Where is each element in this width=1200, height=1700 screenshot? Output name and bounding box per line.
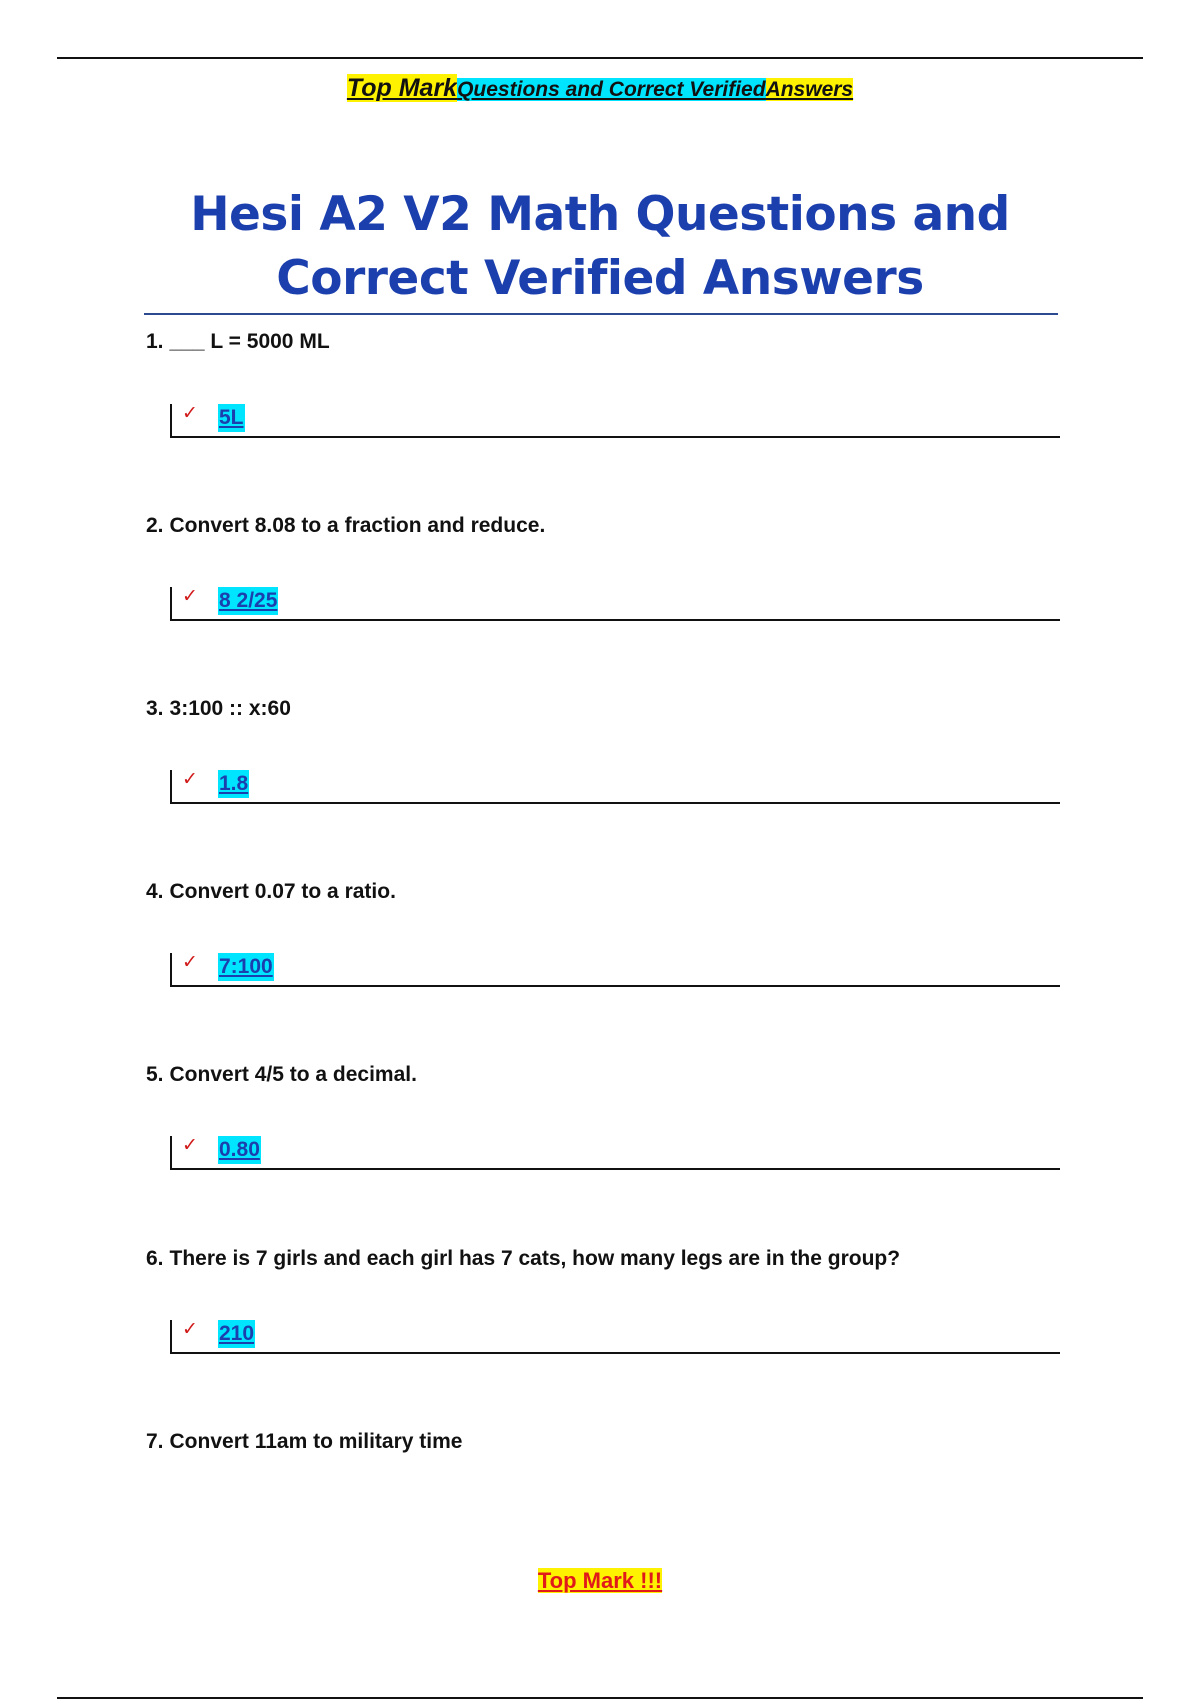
- question-text: ___ L = 5000 ML: [169, 330, 330, 353]
- check-mark-icon: ✓: [182, 402, 198, 424]
- check-mark-icon: ✓: [182, 768, 198, 790]
- question-text: Convert 4/5 to a decimal.: [169, 1063, 417, 1086]
- question-3: [146, 697, 1066, 721]
- check-mark-icon: ✓: [182, 585, 198, 607]
- answer-text: 1.8: [218, 770, 249, 798]
- bottom-rule: [57, 1697, 1143, 1699]
- question-text: Convert 11am to military time: [169, 1430, 463, 1453]
- question-text: 3:100 :: x:60: [169, 697, 291, 720]
- answer-3: [170, 770, 1060, 804]
- answer-text: 7:100: [218, 953, 274, 981]
- question-number: 6.: [146, 1247, 164, 1270]
- answer-text: 210: [218, 1320, 255, 1348]
- answer-1: [170, 404, 1060, 438]
- top-rule: [57, 57, 1143, 59]
- question-number: 2.: [146, 514, 164, 537]
- answer-text: 8 2/25: [218, 587, 278, 615]
- question-text: There is 7 girls and each girl has 7 cats, how many legs are in the group?: [169, 1247, 901, 1270]
- question-7: [146, 1430, 1066, 1454]
- header-tagline-end: Answers: [765, 78, 854, 101]
- question-text: Convert 0.07 to a ratio.: [169, 880, 396, 903]
- question-2: [146, 514, 1066, 538]
- question-text: Convert 8.08 to a fraction and reduce.: [169, 514, 546, 537]
- answer-2: [170, 587, 1060, 621]
- header-banner: [0, 74, 1200, 103]
- question-number: 3.: [146, 697, 164, 720]
- answer-text: 5L: [218, 404, 245, 432]
- header-brand: Top Mark: [346, 74, 458, 102]
- document-title: Hesi A2 V2 Math Questions and Correct Verified Answers: [190, 187, 1010, 306]
- footer-text: Top Mark !!!: [537, 1568, 663, 1593]
- header-tagline: Questions and Correct Verified: [457, 78, 766, 101]
- question-4: [146, 880, 1066, 904]
- check-mark-icon: ✓: [182, 1134, 198, 1156]
- check-mark-icon: ✓: [182, 951, 198, 973]
- answer-5: [170, 1136, 1060, 1170]
- answer-text: 0.80: [218, 1136, 261, 1164]
- answer-4: [170, 953, 1060, 987]
- question-1: [146, 330, 1066, 354]
- question-number: 4.: [146, 880, 164, 903]
- question-6: [146, 1247, 1066, 1271]
- check-mark-icon: ✓: [182, 1318, 198, 1340]
- question-number: 5.: [146, 1063, 164, 1086]
- question-5: [146, 1063, 1066, 1087]
- question-number: 1.: [146, 330, 164, 353]
- footer-banner: [0, 1568, 1200, 1594]
- title-underline: [144, 313, 1058, 315]
- question-number: 7.: [146, 1430, 164, 1453]
- answer-6: [170, 1320, 1060, 1354]
